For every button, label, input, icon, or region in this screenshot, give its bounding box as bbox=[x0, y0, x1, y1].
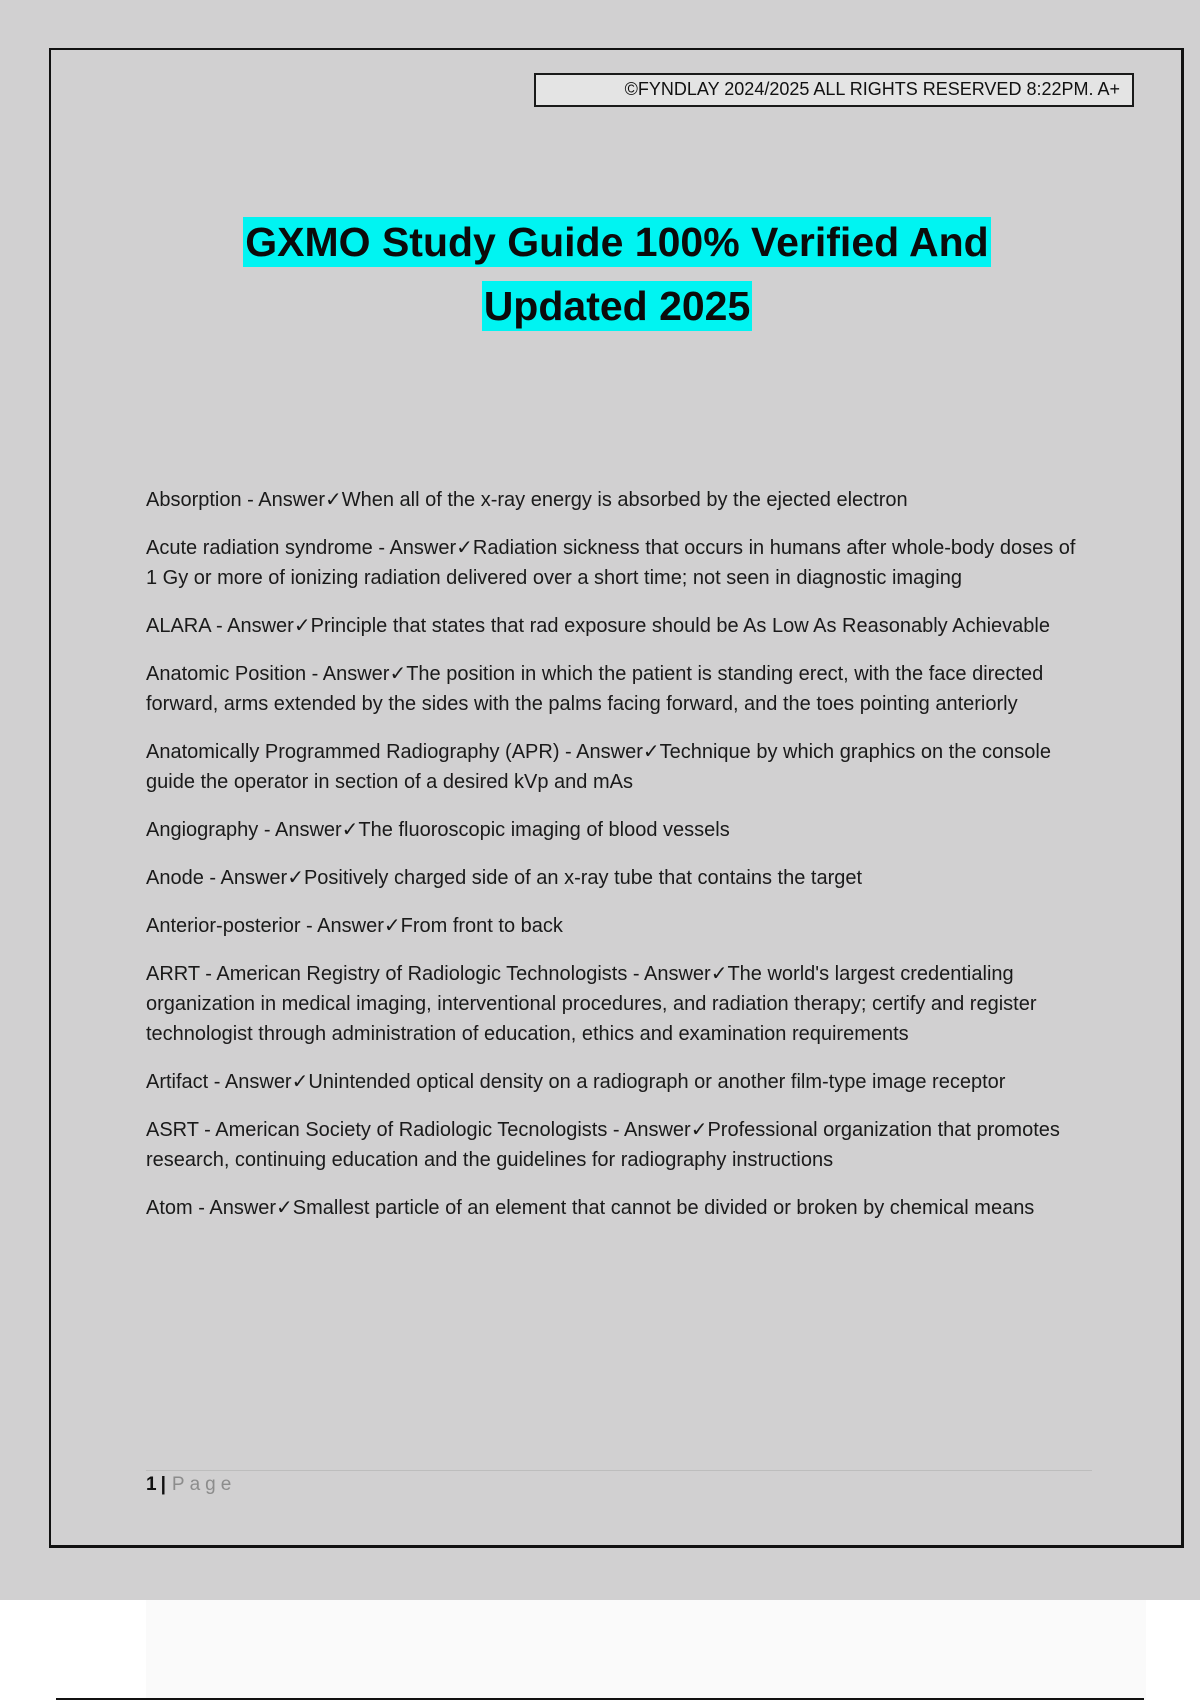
glossary-entry: Angiography - Answer✓The fluoroscopic imaging of blood vessels bbox=[146, 819, 730, 841]
glossary-entry: ARRT - American Registry of Radiologic Technologists - Answer✓The world's largest credentialing organization in medical imaging, interventional procedures, and radiation therapy; certify and register technologist through administration of education, ethics and examination requirements bbox=[146, 963, 1037, 1045]
page-number-separator: | bbox=[160, 1474, 166, 1495]
page-number-value: 1 bbox=[146, 1474, 157, 1495]
glossary-entry: Absorption - Answer✓When all of the x-ray energy is absorbed by the ejected electron bbox=[146, 489, 908, 511]
glossary-entry: ALARA - Answer✓Principle that states that rad exposure should be As Low As Reasonably Achievable bbox=[146, 615, 1050, 637]
page-number bbox=[146, 1474, 236, 1496]
glossary-entry: Anatomically Programmed Radiography (APR) - Answer✓Technique by which graphics on the console guide the operator in section of a desired kVp and mAs bbox=[146, 741, 1051, 793]
page-label: Page bbox=[171, 1474, 237, 1495]
glossary-entry: Artifact - Answer✓Unintended optical density on a radiograph or another film-type image receptor bbox=[146, 1071, 1006, 1093]
title-line-2: Updated 2025 bbox=[483, 283, 751, 329]
document-title bbox=[100, 210, 1134, 338]
glossary-list bbox=[146, 485, 1092, 1241]
next-page-preview bbox=[146, 1600, 1146, 1700]
footer-divider bbox=[146, 1470, 1092, 1471]
glossary-entry: ASRT - American Society of Radiologic Tecnologists - Answer✓Professional organization that promotes research, continuing education and the guidelines for radiography instructions bbox=[146, 1119, 1060, 1171]
glossary-entry: Atom - Answer✓Smallest particle of an element that cannot be divided or broken by chemical means bbox=[146, 1197, 1035, 1219]
glossary-entry: Anterior-posterior - Answer✓From front to back bbox=[146, 915, 563, 937]
glossary-entry: Anatomic Position - Answer✓The position in which the patient is standing erect, with the face directed forward, arms extended by the sides with the palms facing forward, and the toes pointing anteriorly bbox=[146, 663, 1044, 715]
glossary-entry: Anode - Answer✓Positively charged side of an x-ray tube that contains the target bbox=[146, 867, 863, 889]
glossary-entry: Acute radiation syndrome - Answer✓Radiation sickness that occurs in humans after whole-body doses of 1 Gy or more of ionizing radiation delivered over a short time; not seen in diagnostic imaging bbox=[146, 537, 1076, 589]
copyright-notice bbox=[534, 73, 1134, 107]
copyright-text: ©FYNDLAY 2024/2025 ALL RIGHTS RESERVED 8:22PM. A+ bbox=[624, 79, 1120, 99]
title-line-1: GXMO Study Guide 100% Verified And bbox=[245, 219, 989, 265]
